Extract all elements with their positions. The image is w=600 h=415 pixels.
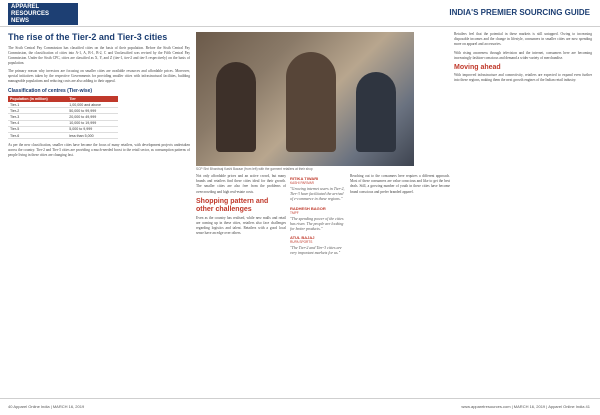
quote-role: KASHI PARIVAR xyxy=(290,181,314,185)
table-cell: 20,000 to 49,999 xyxy=(67,114,118,120)
person-silhouette xyxy=(286,52,336,152)
quote-role: TMPF xyxy=(290,210,299,215)
publication-logo[interactable] xyxy=(8,3,78,25)
table-cell: Tier-6 xyxy=(8,132,67,138)
col4-paragraph-2: With rising awareness through television and the internet, consumers here are becoming increasingly fashion-conscious and demand a wider variety of merchandise. xyxy=(454,50,592,60)
quote-text: "The Tier-2 and Tier-3 cities are very important markets for us." xyxy=(290,245,342,256)
table-cell: 10,000 to 19,999 xyxy=(67,120,118,126)
logo-line-1: APPAREL xyxy=(11,4,40,10)
col4-paragraph-1: Retailers feel that the potential in these markets is still untapped. Owing to increasing disposable incomes and the change in lifestyle, consumers in smaller cities are now spending more on apparel and accessories. xyxy=(454,32,592,47)
quote-block xyxy=(290,235,345,255)
article-headline: The rise of the Tier-2 and Tier-3 cities xyxy=(8,32,168,42)
logo-line-3: NEWS xyxy=(11,18,29,24)
col4-paragraph-3: With improved infrastructure and connectivity, retailers are expected to expand even further into these regions, making them the next growth engines of the Indian retail industry. xyxy=(454,73,592,83)
table-cell: 50,000 to 99,999 xyxy=(67,108,118,114)
table-cell: Tier-2 xyxy=(8,108,67,114)
article-photo xyxy=(196,32,414,166)
page-footer xyxy=(0,398,600,415)
footer-right[interactable]: www.apparelresources.com | MARCH 16, 2019 | Apparel Online India 41 xyxy=(461,404,590,409)
section-title: INDIA'S PREMIER SOURCING GUIDE xyxy=(449,8,590,17)
table-cell: 1,00,000 and above xyxy=(67,102,118,108)
intro-paragraph: The Sixth Central Pay Commission has classified cities on the basis of their population. Before the Sixth Central Pay Commission, the classification of cities into A-1, A, B-1, B-2, C and Unclassified was revised by the Fifth Central Pay Commission. Under the Sixth CPC, cities are classified as X, Y, and Z (tier-1, tier-2 and tier-3 respectively) on the basis of population. xyxy=(8,46,190,65)
quote-name: RITIKA TIWARI xyxy=(290,176,319,181)
table-header: Tier xyxy=(67,96,118,102)
table-cell: Tier-3 xyxy=(8,114,67,120)
person-silhouette xyxy=(216,62,256,152)
table-cell: Tier-5 xyxy=(8,126,67,132)
table-cell: Tier-1 xyxy=(8,102,67,108)
quote-text: "The spending power of the cities has risen. The people are looking for better products." xyxy=(290,215,344,232)
left-column xyxy=(8,32,190,390)
photo-caption: SCP Shri Bhardwaj Kashi Bazaar (from left) with the garment retailers at their shop xyxy=(196,167,313,171)
quote-text: "Growing internet users in Tier-2, Tier-3 have facilitated the arrival of e-commerce in these regions." xyxy=(290,186,345,202)
classification-table xyxy=(8,96,118,139)
table-cell: less than 5,000 xyxy=(67,132,118,138)
quote-block xyxy=(290,176,345,202)
table-cell: Tier-4 xyxy=(8,120,67,126)
mid-paragraph-2: Even as the country has realised, while new malls and retail are coming up in these cities, retailers also face challenges regarding logistics and talent. Retailers with a good local sense have an edge over others. xyxy=(196,215,286,236)
mid-paragraph-1: Not only affordable prices and an active crowd, but many brands and retailers find these cities ideal for their growth. The smaller cities are also free from the problems of overcrowding and high real-estate costs. xyxy=(196,174,286,194)
table-header: Population (in million) xyxy=(8,96,67,102)
masthead xyxy=(0,0,600,27)
quotes-column xyxy=(290,174,345,388)
logo-line-2: RESOURCES xyxy=(11,11,50,17)
col3-paragraph: Reaching out to the consumers here requires a different approach. Most of these consumers are value conscious and like to get the best deals. Still, a growing number of youth in these cities have become brand conscious and prefer branded apparel. xyxy=(350,174,450,194)
moving-ahead-heading: Moving ahead xyxy=(454,64,501,72)
table-title: Classification of centres (Tier-wise) xyxy=(8,88,93,94)
quote-role: RUPA SPORTS xyxy=(290,240,313,245)
paragraph-2: The primary reason why investors are focusing on smaller cities are available resources and affordable prices. Moreover, special initiatives taken by the respective Governments for providing smaller cities with infrastructural facilities, building manageable populations and reducing costs are also adding to their appeal. xyxy=(8,69,190,83)
paragraph-3: As per the new classification, smaller cities have become the focus of many retailers, with development projects undertaken across the country. Tier-2 and Tier-3 cities are providing a much-needed boost to the retail sector, as consumption patterns of people living in these cities are changing fast. xyxy=(8,143,190,158)
quote-name: ATUL BAJAJ xyxy=(290,235,315,241)
third-column xyxy=(350,174,450,388)
fourth-column xyxy=(454,32,592,388)
footer-left: 40 Apparel Online India | MARCH 16, 2019 xyxy=(8,404,85,409)
quote-block xyxy=(290,206,345,232)
table-cell: 5,000 to 9,999 xyxy=(67,126,118,132)
table-row xyxy=(8,132,118,138)
middle-column xyxy=(196,174,286,388)
subheading: Shopping pattern and other challenges xyxy=(196,197,269,213)
person-silhouette xyxy=(356,72,396,152)
quote-name: RADHESH BAGOR xyxy=(290,205,326,211)
